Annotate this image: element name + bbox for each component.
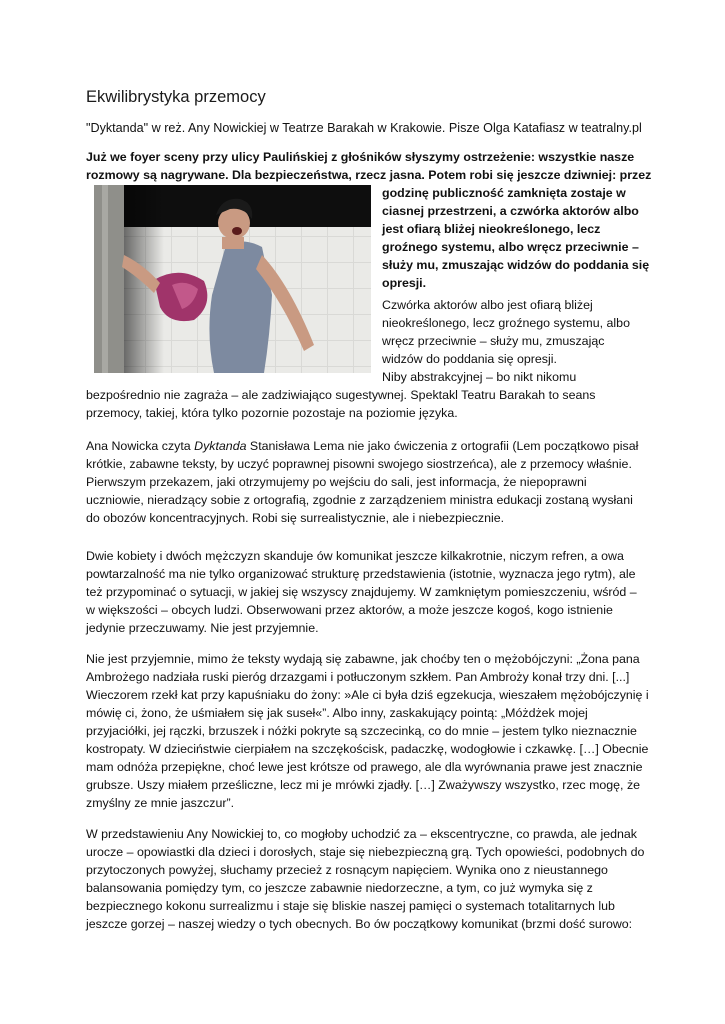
continuation-line: przemocy, takiej, która tylko pozornie pozostaje na poziomie języka. <box>86 406 458 420</box>
paragraph-2 <box>86 547 637 637</box>
paragraph-line: uczniowie, nieradzący sobie z ortografią, zgodnie z zarządzeniem ministra edukacji zostaną wysłani <box>86 493 633 507</box>
lead-line: służy mu, zmuszając widzów do poddania się <box>382 258 650 272</box>
paragraph-line: krótkie, zabawne teksty, by uczyć poprawnej pisowni swojego siostrzeńca), ale z przemocy właśnie. <box>86 457 632 471</box>
text-run: Ana Nowicka czyta <box>86 439 195 453</box>
paragraph-line: Ambrożego nadziała ruski pieróg drzazgami i potłuczonym szkłem. Pan Ambroży konał trzy dni. [...] <box>86 670 630 684</box>
paragraph-line: grubsze. Uszy miałem prześliczne, lecz mi je mrówki zjadły. […] Zważywszy wszystko, rzec mogę, że <box>86 778 641 792</box>
paragraph-line: do obozów koncentracyjnych. Robi się surrealistycznie, ale i niebezpiecznie. <box>86 511 505 525</box>
lead-line: opresji. <box>382 276 427 290</box>
side-line: Czwórka aktorów albo jest ofiarą bliżej <box>382 298 593 312</box>
side-paragraph <box>382 296 630 386</box>
paragraph-line: zmyślny ze mnie jaszczur”. <box>86 796 235 810</box>
paragraph-line: też przypominać o sytuacji, w jakiej się wszyscy znajdujemy. W zamkniętym pomieszczeniu, wśród – <box>86 585 637 599</box>
continuation-line: bezpośrednio nie zagraża – ale zadziwiająco sugestywnej. Spektakl Teatru Barakah to seans <box>86 388 596 402</box>
paragraph-line: Dwie kobiety i dwóch mężczyzn skanduje ów komunikat jeszcze kilkakrotnie, niczym refren, a owa <box>86 549 624 563</box>
lead-line: rozmowy są nagrywane. Dla bezpieczeństwa, rzecz jasna. Potem robi się jeszcze dziwniej: przez <box>86 168 652 182</box>
text-run: Stanisława Lema nie jako ćwiczenia z ortografii (Lem początkowo pisał <box>246 439 639 453</box>
article-title: Ekwilibrystyka przemocy <box>86 88 266 106</box>
paragraph-line: Wieczorem rzekł kat przy kapuśniaku do żony: »Ale ci była dziś egzekucja, wieszałem mężobójczynię i <box>86 688 649 702</box>
paragraph-line: W przedstawieniu Any Nowickiej to, co mogłoby uchodzić za – ekscentryczne, co prawda, ale jednak <box>86 827 637 841</box>
paragraph-line: mówię ci, żono, że uśmiałem się jak suseł«”. Albo inny, zaskakujący pointą: „Móżdżek mojej <box>86 706 588 720</box>
paragraph-line: przyjaciółki, jej rączki, brzuszek i nóżki pokryte są szczecinką, co do mnie – jestem tylko nieznacznie <box>86 724 637 738</box>
paragraph-line: urocze – opowiastki dla dzieci i dorosłych, staje się niebezpieczną grą. Tych opowieści, podobnych do <box>86 845 645 859</box>
paragraph-line: w większości – obcych ludzi. Obserwowani przez aktorów, a może jeszcze kogoś, kogo istnienie <box>86 603 613 617</box>
italic-title: Dyktanda <box>194 439 247 453</box>
continuation-paragraph <box>86 386 595 422</box>
paragraph-line: kostropaty. W dzieciństwie cierpiałem na szczękościsk, padaczkę, wodogłowie i czkawkę. […] Obecnie <box>86 742 649 756</box>
paragraph-line: mam odnóża przepiękne, choć lewe jest krótsze od prawego, ale dla wyrównania prawe jest znacznie <box>86 760 643 774</box>
paragraph-line: jeszcze gorzej – naszej wiedzy o tych obecnych. Bo ów początkowy komunikat (brzmi dość surowo: <box>86 917 633 931</box>
paragraph-line: powtarzalność ma nie tylko organizować strukturę przedstawienia (istotnie, wyznacza jego rytm), ale <box>86 567 636 581</box>
lead-line: groźnego systemu, albo wręcz przeciwnie – <box>382 240 639 254</box>
side-line: nieokreślonego, lecz groźnego systemu, albo <box>382 316 630 330</box>
paragraph-line <box>86 437 638 455</box>
paragraph-line: jedynie przeczuwamy. Nie jest przyjemnie. <box>86 621 319 635</box>
paragraph-line: Nie jest przyjemnie, mimo że teksty wydają się zabawne, jak choćby ten o mężobójczyni: „Żona pana <box>86 652 640 666</box>
lead-line: ciasnej przestrzeni, a czwórka aktorów albo <box>382 204 639 218</box>
paragraph-line: przytoczonych powyżej, słuchamy przecież z rosnącym napięciem. Wynika ono z nieustannego <box>86 863 608 877</box>
paragraph-line: balansowania pomiędzy tym, co jeszcze zabawnie niedorzeczne, a tym, co już wymyka się z <box>86 881 593 895</box>
lead-line: Już we foyer sceny przy ulicy Paulińskiej z głośników słyszymy ostrzeżenie: wszystkie nasze <box>86 150 635 164</box>
side-line: Niby abstrakcyjnej – bo nikt nikomu <box>382 370 577 384</box>
side-line: widzów do poddania się opresji. <box>382 352 557 366</box>
lead-line: jest ofiarą bliżej nieokreślonego, lecz <box>382 222 601 236</box>
paragraph-line: Pierwszym przekazem, jaki otrzymujemy po wejściu do sali, jest informacja, że niepoprawni <box>86 475 587 489</box>
paragraph-line: bezpiecznego kokonu surrealizmu i staje się bliskie naszej pamięci o systemach totalitarnych lub <box>86 899 615 913</box>
paragraph-4 <box>86 825 644 933</box>
lead-line: godzinę publiczność zamknięta zostaje w <box>382 186 626 200</box>
paragraph-1 <box>86 437 638 527</box>
article-subtitle: "Dyktanda" w reż. Any Nowickiej w Teatrze Barakah w Krakowie. Pisze Olga Katafiasz w teatralny.pl <box>86 121 642 135</box>
performance-photo <box>94 185 371 373</box>
side-line: wręcz przeciwnie – służy mu, zmuszając <box>382 334 605 348</box>
paragraph-3 <box>86 650 649 812</box>
